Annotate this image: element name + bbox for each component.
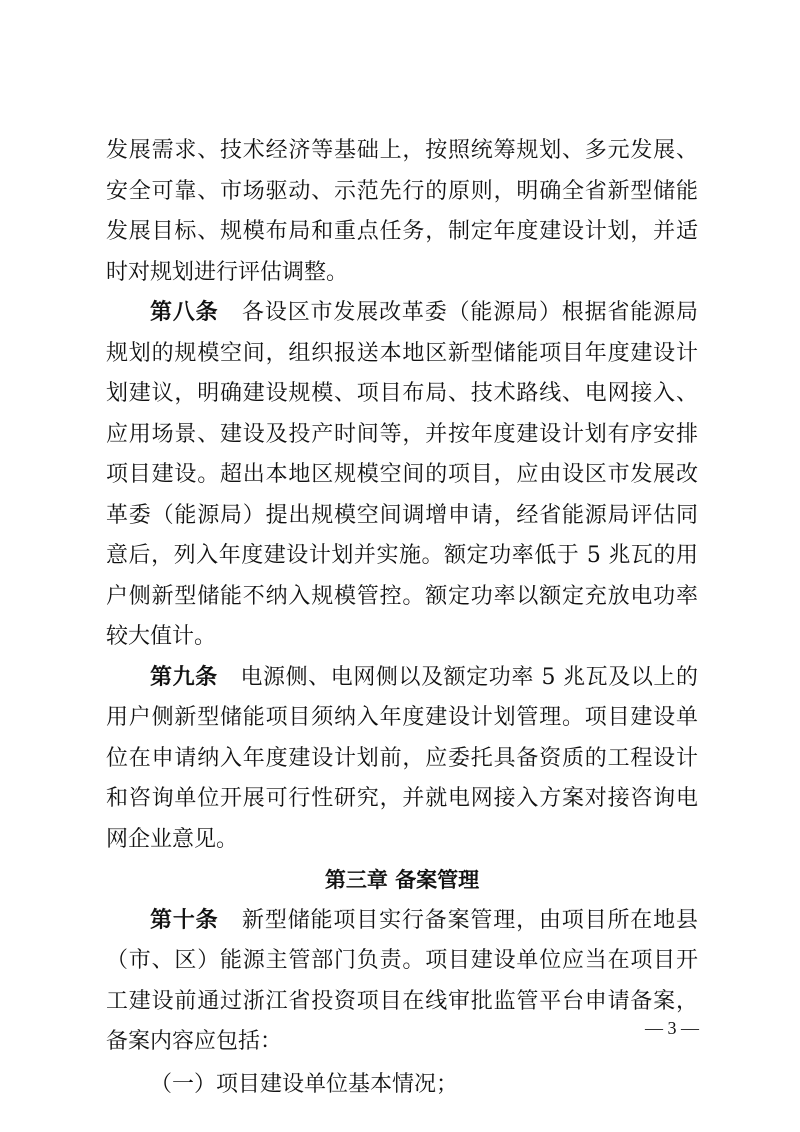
article-10 xyxy=(106,901,698,1063)
article-9-text: 电源侧、电网侧以及额定功率 5 兆瓦及以上的用户侧新型储能项目须纳入年度建设计划管理。项目建设单位在申请纳入年度建设计划前，应委托具备资质的工程设计和咨询单位开展可行性研究，并就电网接入方案对接咨询电网企业意见。 xyxy=(106,664,698,852)
article-10-number: 第十条 xyxy=(150,907,219,933)
article-9 xyxy=(106,658,698,861)
chapter-heading: 第三章 备案管理 xyxy=(324,868,480,892)
article-9-number: 第九条 xyxy=(150,664,218,690)
page-number: — 3 — xyxy=(645,1018,699,1038)
body-text xyxy=(106,131,698,1105)
article-8 xyxy=(106,293,698,658)
article-8-number: 第八条 xyxy=(150,300,219,325)
article-8-text: 各设区市发展改革委（能源局）根据省能源局规划的规模空间，组织报送本地区新型储能项目年度建设计划建议，明确建设规模、项目布局、技术路线、电网接入、应用场景、建设及投产时间等，并按年度建设计划有序安排项目建设。超出本地区规模空间的项目，应由设区市发展改革委（能源局）提出规模空间调增申请，经省能源局评估同意后，列入年度建设计划并实施。额定功率低于 5 兆瓦的用户侧新型储能不纳入规模管控。额定功率以额定充放电功率较大值计。 xyxy=(106,300,698,649)
article-10-text: 新型储能项目实行备案管理，由项目所在地县（市、区）能源主管部门负责。项目建设单位应当在项目开工建设前通过浙江省投资项目在线审批监管平台申请备案，备案内容应包括： xyxy=(106,907,698,1054)
paragraph-continuation: 发展需求、技术经济等基础上，按照统筹规划、多元发展、安全可靠、市场驱动、示范先行的原则，明确全省新型储能发展目标、规模布局和重点任务，制定年度建设计划，并适时对规划进行评估调整。 xyxy=(106,138,698,285)
list-item-1: （一）项目建设单位基本情况； xyxy=(150,1071,459,1097)
